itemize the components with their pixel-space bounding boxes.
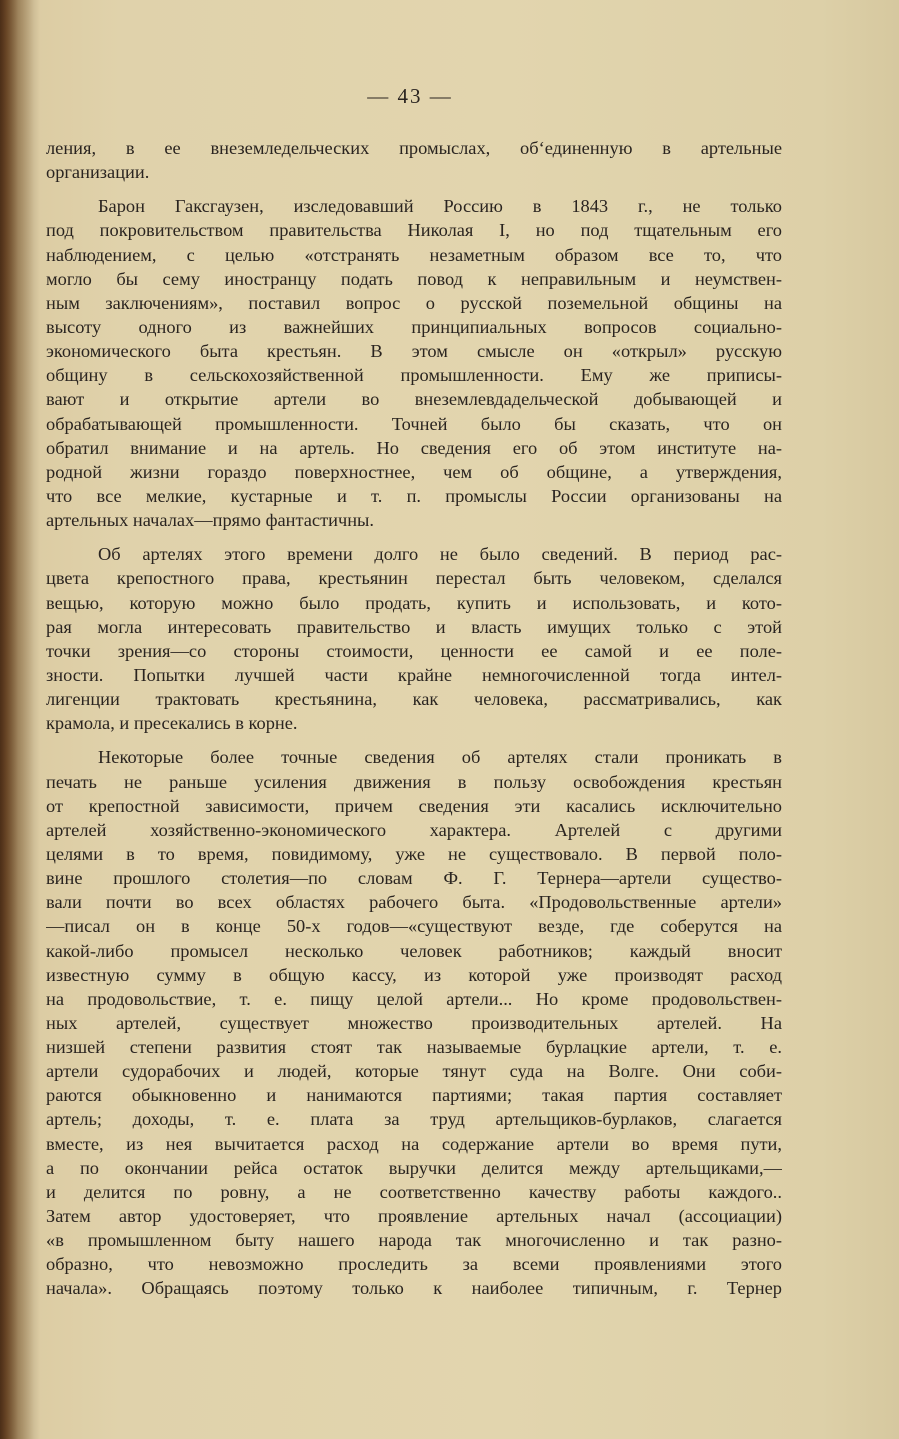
text-line: раются обыкновенно и нанимаются партиями; такая партия составляет [46,1085,782,1106]
text-line: обратил внимание и на артель. Но сведения его об этом институте на- [46,437,782,458]
paragraph [46,542,782,735]
text-line: рая могла интересовать правительство и власть имущих только с этой [46,616,782,637]
binding-shadow [0,0,40,1439]
text-line: под покровительством правительства Николая I, но под тщательным его [46,220,782,241]
text-line: цвета крепостного права, крестьянин перестал быть человеком, сделался [46,568,782,589]
text-line: и делится по ровну, а не соответственно качеству работы каждого.. [46,1181,782,1202]
text-line: вали почти во всех областях рабочего быта. «Продовольственные артели» [46,892,782,913]
text-line: родной жизни гораздо поверхностнее, чем об общине, а утверждения, [46,461,782,482]
text-line: зности. Попытки лучшей части крайне немногочисленной тогда интел- [46,664,782,685]
text-line: а по окончании рейса остаток выручки делится между артельщиками,— [46,1157,782,1178]
text-line: низшей степени развития стоят так называемые бурлацкие артели, т. е. [46,1037,782,1058]
text-line: —писал он в конце 50-х годов—«существуют везде, где соберутся на [46,916,782,937]
text-line: известную сумму в общую кассу, из которой уже производят расход [46,964,782,985]
text-line: общину в сельскохозяйственной промышленности. Ему же приписы- [46,365,782,386]
text-line: крамола, и пресекались в корне. [46,713,298,734]
page-number: — 43 — [367,84,453,108]
text-line: образно, что невозможно проследить за всеми проявлениями этого [46,1254,782,1275]
paragraph [46,194,782,532]
text-line: «в промышленном быту нашего народа так многочисленно и так разно- [46,1230,782,1251]
text-line: Затем автор удостоверяет, что проявление артельных начал (ассоциации) [46,1206,782,1227]
text-line: что все мелкие, кустарные и т. п. промыслы России организованы на [46,485,782,506]
text-line: печать не раньше усиления движения в пользу освобождения крестьян [46,771,782,792]
text-line: вине прошлого столетия—по словам Ф. Г. Тернера—артели существо- [46,868,782,889]
text-line: наблюдением, с целью «отстранять незаметным образом все то, что [46,244,782,265]
text-line: обрабатывающей промышленности. Точней было бы сказать, что он [46,413,782,434]
text-line: организации. [46,162,150,183]
text-line: точки зрения—со стороны стоимости, ценности ее самой и ее поле- [46,640,782,661]
text-line: Барон Гаксгаузен, изследовавший Россию в 1843 г., не только [98,196,782,217]
text-line: какой-либо промысел несколько человек работников; каждый вносит [46,940,782,961]
text-line: лигенции трактовать крестьянина, как человека, рассматривались, как [46,689,782,710]
paragraph [46,136,782,184]
body-text [46,136,782,1301]
text-line: могло бы сему иностранцу подать повод к неправильным и неумствен- [46,268,782,289]
text-line: начала». Обращаясь поэтому только к наиболее типичным, г. Тернер [46,1278,782,1299]
text-line: экономического быта крестьян. В этом смысле он «открыл» русскую [46,341,782,362]
text-line: Некоторые более точные сведения об артелях стали проникать в [98,747,782,768]
text-line: Об артелях этого времени долго не было сведений. В период рас- [98,544,782,565]
paragraph [46,745,782,1300]
text-line: ным заключениям», поставил вопрос о русской поземельной общины на [46,292,782,313]
text-line: ления, в ее внеземледельческих промыслах, об‘единенную в артельные [46,138,782,158]
text-line: целями в то время, повидимому, уже не существовало. В первой поло- [46,843,782,864]
text-line: вают и открытие артели во внеземлевдадельческой добывающей и [46,389,782,410]
text-line: вещью, которую можно было продать, купить и использовать, и кото- [46,592,782,613]
text-line: от крепостной зависимости, причем сведения эти касались исключительно [46,795,782,816]
text-line: артельных началах—прямо фантастичны. [46,510,374,531]
text-line: вместе, из нея вычитается расход на содержание артели во время пути, [46,1133,782,1154]
text-line: на продовольствие, т. е. пищу целой артели... Но кроме продовольствен- [46,988,782,1009]
text-line: высоту одного из важнейших принципиальных вопросов социально- [46,316,782,337]
text-line: ных артелей, существует множество производительных артелей. На [46,1012,782,1033]
text-line: артель; доходы, т. е. плата за труд артельщиков-бурлаков, слагается [46,1109,782,1130]
text-line: артелей хозяйственно-экономического характера. Артелей с другими [46,819,782,840]
text-line: артели судорабочих и людей, которые тянут суда на Волге. Они соби- [46,1061,782,1082]
